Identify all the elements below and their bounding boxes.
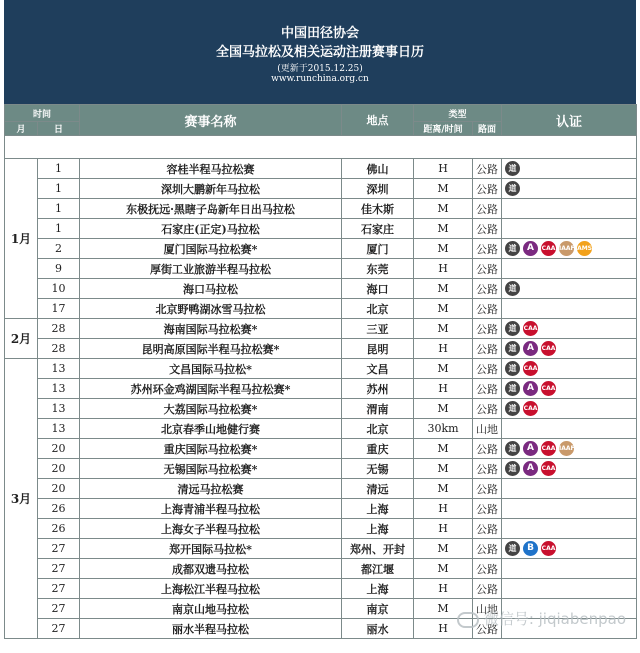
cert-cell [502,279,637,299]
table-row [5,259,637,279]
caa-badge-icon: CAA [541,381,556,396]
time-header: 时间 [5,105,80,122]
surface-cell: 公路 [473,159,502,179]
event-name-cell: 无锡国际马拉松赛* [80,459,342,479]
caa-badge-icon: CAA [541,541,556,556]
table-row [5,219,637,239]
ams-badge-icon: AMS [577,241,592,256]
distance-cell: M [414,179,473,199]
surface-cell: 公路 [473,539,502,559]
aims-badge-icon: A [523,341,538,356]
aims-badge-icon: A [523,441,538,456]
event-name-cell: 海口马拉松 [80,279,342,299]
event-name-cell: 海南国际马拉松赛* [80,319,342,339]
distance-cell: M [414,459,473,479]
dao-badge-icon: 道 [505,461,520,476]
distance-cell: M [414,399,473,419]
surface-cell: 公路 [473,259,502,279]
cert-cell [502,299,637,319]
location-cell: 上海 [342,499,414,519]
location-cell: 三亚 [342,319,414,339]
dao-badge-icon: 道 [505,321,520,336]
cert-cell [502,339,637,359]
dao-badge-icon: 道 [505,361,520,376]
day-cell: 1 [38,159,80,179]
caa-badge-icon: CAA [541,441,556,456]
location-cell: 深圳 [342,179,414,199]
event-name-cell: 厦门国际马拉松赛* [80,239,342,259]
location-cell: 重庆 [342,439,414,459]
distance-cell: H [414,159,473,179]
surface-cell: 公路 [473,279,502,299]
event-name-cell: 北京野鸭湖冰雪马拉松 [80,299,342,319]
table-row [5,239,637,259]
day-cell: 27 [38,559,80,579]
surface-cell: 公路 [473,579,502,599]
event-name-cell: 昆明高原国际半程马拉松赛* [80,339,342,359]
dao-badge-icon: 道 [505,181,520,196]
dao-badge-icon: 道 [505,381,520,396]
table-row [5,499,637,519]
month-cell: 2月 [5,319,38,359]
cert-cell [502,399,637,419]
location-header: 地点 [342,105,414,136]
surface-cell: 公路 [473,499,502,519]
surface-cell: 公路 [473,239,502,259]
month-cell: 1月 [5,159,38,319]
location-cell: 无锡 [342,459,414,479]
cert-cell [502,179,637,199]
table-row [5,459,637,479]
location-cell: 北京 [342,419,414,439]
table-row [5,279,637,299]
b-badge-icon: B [523,541,538,556]
calendar-header [4,0,636,104]
dao-badge-icon: 道 [505,441,520,456]
distance-cell: M [414,299,473,319]
table-row [5,319,637,339]
event-name-cell: 郑开国际马拉松* [80,539,342,559]
distance-cell: H [414,579,473,599]
watermark-text: 微信号: jiqiabenpao [483,610,626,628]
distance-cell: M [414,359,473,379]
cert-cell [502,239,637,259]
location-cell: 厦门 [342,239,414,259]
caa-badge-icon: CAA [523,361,538,376]
surface-cell: 公路 [473,299,502,319]
event-name-cell: 重庆国际马拉松赛* [80,439,342,459]
day-cell: 20 [38,479,80,499]
cert-cell [502,479,637,499]
cert-cell [502,559,637,579]
wechat-icon [457,612,479,628]
iaaf-badge-icon: IAAF [559,441,574,456]
aims-badge-icon: A [523,241,538,256]
table-row [5,359,637,379]
cert-cell [502,219,637,239]
cert-cell [502,439,637,459]
cert-cell [502,159,637,179]
surface-cell: 公路 [473,219,502,239]
table-row [5,519,637,539]
cert-cell [502,579,637,599]
distance-cell: M [414,319,473,339]
dao-badge-icon: 道 [505,401,520,416]
day-cell: 20 [38,459,80,479]
dao-badge-icon: 道 [505,161,520,176]
day-cell: 13 [38,419,80,439]
distance-cell: M [414,539,473,559]
event-name-cell: 石家庄(正定)马拉松 [80,219,342,239]
location-cell: 东莞 [342,259,414,279]
dao-badge-icon: 道 [505,241,520,256]
wechat-watermark [457,608,626,629]
month-header: 月 [5,122,38,136]
location-cell: 佳木斯 [342,199,414,219]
distance-cell: M [414,479,473,499]
cert-cell [502,459,637,479]
aims-badge-icon: A [523,381,538,396]
table-row [5,559,637,579]
distance-cell: M [414,599,473,619]
table-row [5,539,637,559]
distance-cell: H [414,619,473,639]
location-cell: 海口 [342,279,414,299]
dao-badge-icon: 道 [505,541,520,556]
day-cell: 1 [38,199,80,219]
day-cell: 20 [38,439,80,459]
surface-cell: 公路 [473,519,502,539]
distance-cell: M [414,559,473,579]
type-header: 类型 [414,105,502,122]
day-cell: 26 [38,499,80,519]
distance-cell: 30km [414,419,473,439]
event-name-cell: 上海女子半程马拉松 [80,519,342,539]
location-cell: 石家庄 [342,219,414,239]
surface-cell: 公路 [473,399,502,419]
table-row [5,419,637,439]
day-cell: 17 [38,299,80,319]
cert-cell [502,359,637,379]
event-name-cell: 上海青浦半程马拉松 [80,499,342,519]
day-cell: 13 [38,379,80,399]
dao-badge-icon: 道 [505,281,520,296]
location-cell: 苏州 [342,379,414,399]
cert-cell [502,499,637,519]
calendar-title: 全国马拉松及相关运动注册赛事日历 [215,45,424,60]
day-header: 日 [38,122,80,136]
website-url: www.runchina.org.cn [271,74,369,84]
table-row [5,439,637,459]
month-cell: 3月 [5,359,38,639]
day-cell: 9 [38,259,80,279]
surface-cell: 公路 [473,179,502,199]
location-cell: 北京 [342,299,414,319]
location-cell: 上海 [342,579,414,599]
table-row [5,159,637,179]
surface-cell: 山地 [473,599,502,619]
distance-cell: M [414,239,473,259]
caa-badge-icon: CAA [541,461,556,476]
table-row [5,199,637,219]
distance-cell: H [414,339,473,359]
dao-badge-icon: 道 [505,341,520,356]
event-name-cell: 深圳大鹏新年马拉松 [80,179,342,199]
distance-cell: M [414,219,473,239]
surface-cell: 公路 [473,199,502,219]
surface-cell: 公路 [473,359,502,379]
table-row [5,339,637,359]
cert-cell [502,519,637,539]
cert-cell [502,259,637,279]
event-name-cell: 厚街工业旅游半程马拉松 [80,259,342,279]
day-cell: 1 [38,179,80,199]
location-cell: 郑州、开封 [342,539,414,559]
table-row [5,299,637,319]
surface-cell: 公路 [473,319,502,339]
event-name-cell: 文昌国际马拉松* [80,359,342,379]
day-cell: 27 [38,599,80,619]
cert-cell [502,419,637,439]
distance-cell: M [414,439,473,459]
day-cell: 27 [38,619,80,639]
aims-badge-icon: A [523,461,538,476]
distance-cell: H [414,519,473,539]
distance-header: 距离/时间 [414,122,473,136]
surface-cell: 公路 [473,479,502,499]
day-cell: 26 [38,519,80,539]
surface-cell: 山地 [473,419,502,439]
day-cell: 27 [38,539,80,559]
surface-cell: 公路 [473,339,502,359]
event-name-cell: 大荔国际马拉松赛* [80,399,342,419]
caa-badge-icon: CAA [523,401,538,416]
event-name-cell: 丽水半程马拉松 [80,619,342,639]
surface-cell: 公路 [473,559,502,579]
cert-header: 认证 [502,105,637,136]
cert-cell [502,319,637,339]
event-name-cell: 容桂半程马拉松赛 [80,159,342,179]
table-row [5,479,637,499]
location-cell: 上海 [342,519,414,539]
table-row [5,399,637,419]
day-cell: 1 [38,219,80,239]
location-cell: 南京 [342,599,414,619]
distance-cell: H [414,379,473,399]
day-cell: 27 [38,579,80,599]
spacer-row [5,136,637,159]
event-calendar-table [4,104,637,639]
event-name-cell: 南京山地马拉松 [80,599,342,619]
location-cell: 丽水 [342,619,414,639]
location-cell: 文昌 [342,359,414,379]
location-cell: 昆明 [342,339,414,359]
event-name-header: 赛事名称 [80,105,342,136]
day-cell: 10 [38,279,80,299]
event-name-cell: 成都双遗马拉松 [80,559,342,579]
location-cell: 佛山 [342,159,414,179]
day-cell: 13 [38,359,80,379]
table-row [5,179,637,199]
caa-badge-icon: CAA [523,321,538,336]
location-cell: 都江堰 [342,559,414,579]
surface-cell: 公路 [473,439,502,459]
location-cell: 渭南 [342,399,414,419]
surface-header: 路面 [473,122,502,136]
distance-cell: H [414,259,473,279]
location-cell: 清远 [342,479,414,499]
caa-badge-icon: CAA [541,341,556,356]
event-name-cell: 东极抚远·黑瞎子岛新年日出马拉松 [80,199,342,219]
caa-badge-icon: CAA [541,241,556,256]
day-cell: 28 [38,339,80,359]
updated-date: (更新于2015.12.25) [277,64,363,74]
distance-cell: H [414,499,473,519]
distance-cell: M [414,279,473,299]
event-name-cell: 北京春季山地健行赛 [80,419,342,439]
surface-cell: 公路 [473,379,502,399]
day-cell: 13 [38,399,80,419]
table-row [5,379,637,399]
day-cell: 2 [38,239,80,259]
table-row [5,579,637,599]
event-name-cell: 苏州环金鸡湖国际半程马拉松赛* [80,379,342,399]
cert-cell [502,379,637,399]
surface-cell: 公路 [473,619,502,639]
cert-cell [502,199,637,219]
day-cell: 28 [38,319,80,339]
event-name-cell: 清远马拉松赛 [80,479,342,499]
org-name: 中国田径协会 [280,26,359,41]
distance-cell: M [414,199,473,219]
iaaf-badge-icon: IAAF [559,241,574,256]
event-name-cell: 上海松江半程马拉松 [80,579,342,599]
surface-cell: 公路 [473,459,502,479]
cert-cell [502,539,637,559]
